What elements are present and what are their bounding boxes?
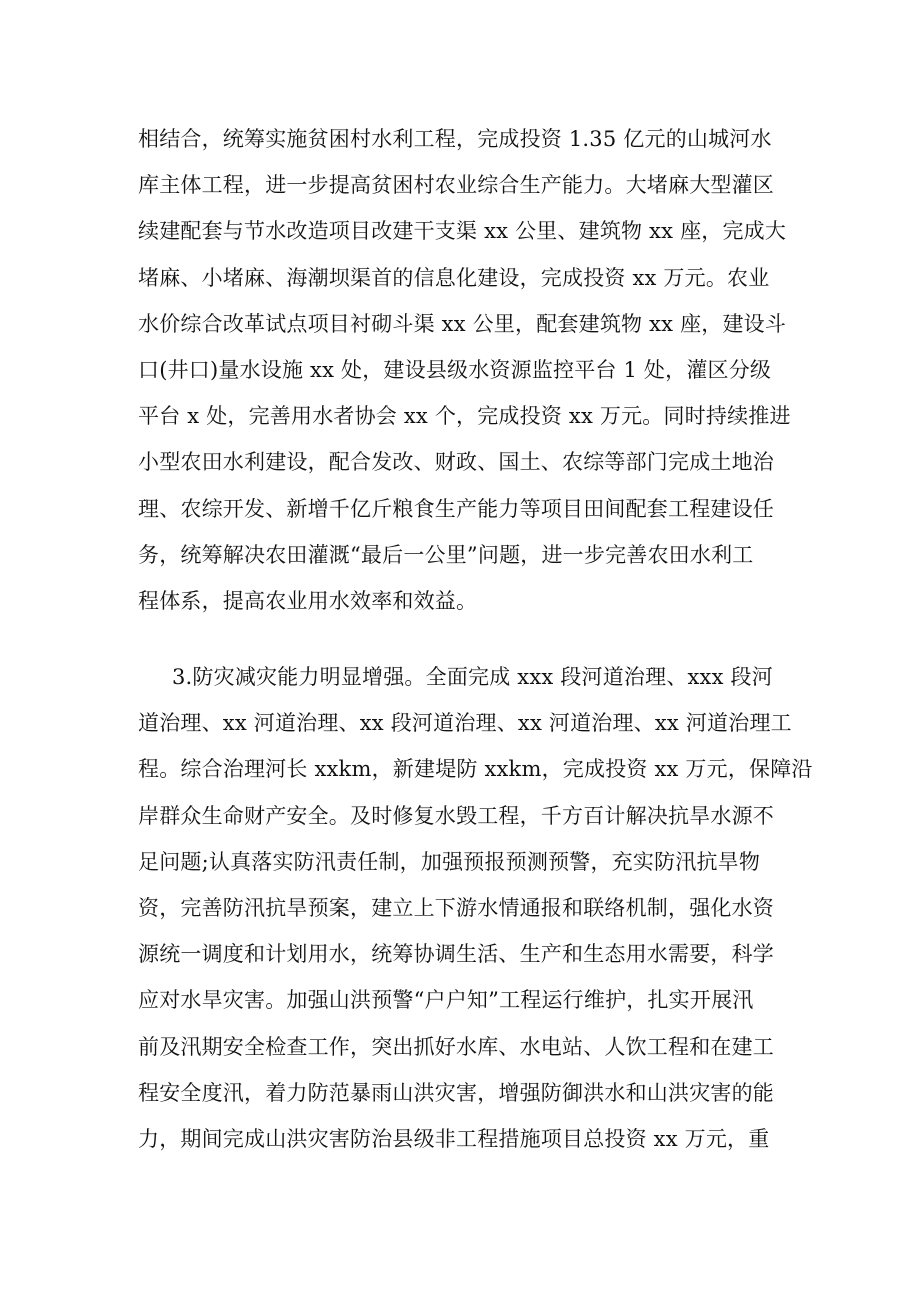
paragraph-1-line: 理、农综开发、新增千亿斤粮食生产能力等项目田间配套工程建设任 xyxy=(138,496,774,521)
paragraph-2-line: 岸群众生命财产安全。及时修复水毁工程，千方百计解决抗旱水源不 xyxy=(138,803,774,828)
paragraph-1-line: 库主体工程，进一步提高贫困村农业综合生产能力。大堵麻大型灌区 xyxy=(138,173,774,198)
paragraph-2-line: 程安全度汛，着力防范暴雨山洪灾害，增强防御洪水和山洪灾害的能 xyxy=(138,1080,774,1105)
paragraph-1-line: 平台 x 处，完善用水者协会 xx 个，完成投资 xx 万元。同时持续推进 xyxy=(138,404,791,429)
paragraph-1-line: 务，统筹解决农田灌溉“最后一公里”问题，进一步完善农田水利工 xyxy=(138,542,754,567)
paragraph-1-line: 水价综合改革试点项目衬砌斗渠 xx 公里，配套建筑物 xx 座，建设斗 xyxy=(138,311,787,336)
paragraph-1 xyxy=(138,116,791,624)
paragraph-2 xyxy=(138,654,813,1162)
paragraph-2-line: 3.防灾减灾能力明显增强。全面完成 xxx 段河道治理、xxx 段河 xyxy=(172,665,773,689)
paragraph-2-line: 程。综合治理河长 xxkm，新建堤防 xxkm，完成投资 xx 万元，保障沿 xyxy=(138,757,813,782)
paragraph-2-line: 力，期间完成山洪灾害防治县级非工程措施项目总投资 xx 万元，重 xyxy=(138,1126,770,1151)
paragraph-2-line: 道治理、xx 河道治理、xx 段河道治理、xx 河道治理、xx 河道治理工 xyxy=(138,711,792,736)
paragraph-2-line: 应对水旱灾害。加强山洪预警“户户知”工程运行维护，扎实开展汛 xyxy=(138,988,754,1013)
paragraph-1-line: 续建配套与节水改造项目改建干支渠 xx 公里、建筑物 xx 座，完成大 xyxy=(138,219,787,244)
paragraph-1-line: 相结合，统筹实施贫困村水利工程，完成投资 1.35 亿元的山城河水 xyxy=(138,127,772,151)
paragraph-1-line: 小型农田水利建设，配合发改、财政、国土、农综等部门完成土地治 xyxy=(138,450,774,475)
paragraph-1-line: 程体系，提高农业用水效率和效益。 xyxy=(138,588,478,613)
paragraph-2-line: 资，完善防汛抗旱预案，建立上下游水情通报和联络机制，强化水资 xyxy=(138,895,774,920)
paragraph-1-line: 口(井口)量水设施 xx 处，建设县级水资源监控平台 1 处，灌区分级 xyxy=(138,357,772,382)
paragraph-2-line: 足问题;认真落实防汛责任制，加强预报预测预警，充实防汛抗旱物 xyxy=(138,849,761,874)
paragraph-1-line: 堵麻、小堵麻、海潮坝渠首的信息化建设，完成投资 xx 万元。农业 xyxy=(138,265,770,290)
paragraph-2-line: 源统一调度和计划用水，统筹协调生活、生产和生态用水需要，科学 xyxy=(138,942,774,967)
paragraph-2-line: 前及汛期安全检查工作，突出抓好水库、水电站、人饮工程和在建工 xyxy=(138,1034,774,1059)
